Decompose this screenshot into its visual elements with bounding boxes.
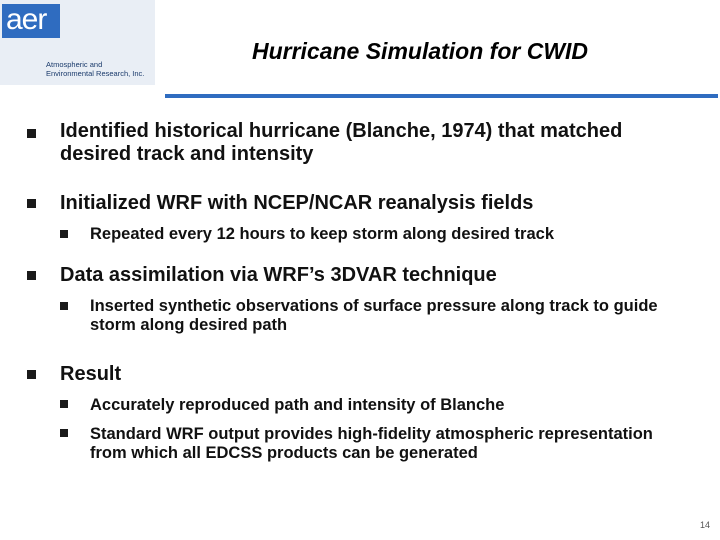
- sub-bullet-4-1: Accurately reproduced path and intensity of Blanche: [90, 396, 505, 414]
- title-divider: [165, 94, 718, 98]
- logo-tagline: [46, 60, 144, 78]
- company-logo: [0, 0, 155, 85]
- sub-bullet-icon: [60, 429, 68, 437]
- bullet-item-4: Result: [60, 363, 122, 385]
- bullet-icon: [27, 129, 36, 138]
- bullet-icon: [27, 199, 36, 208]
- logo-line-2: Environmental Research, Inc.: [46, 69, 145, 78]
- slide-title: Hurricane Simulation for CWID: [251, 38, 589, 64]
- bullet-item-3: Data assimilation via WRF’s 3DVAR technique: [60, 264, 497, 286]
- bullet-item-1: Identified historical hurricane (Blanche, 1974) that matched desired track and intensity: [60, 120, 623, 165]
- sub-bullet-icon: [60, 302, 68, 310]
- sub-bullet-2-1: Repeated every 12 hours to keep storm along desired track: [90, 225, 555, 243]
- bullet-icon: [27, 370, 36, 379]
- sub-bullet-icon: [60, 400, 68, 408]
- sub-bullet-3-1: Inserted synthetic observations of surface pressure along track to guide storm along desired path: [90, 297, 658, 334]
- page-number: 14: [699, 520, 710, 530]
- bullet-icon: [27, 271, 36, 280]
- sub-bullet-icon: [60, 230, 68, 238]
- logo-line-1: Atmospheric and: [46, 60, 103, 69]
- bullet-item-2: Initialized WRF with NCEP/NCAR reanalysis fields: [60, 192, 534, 214]
- logo-mark: aer: [2, 4, 60, 38]
- sub-bullet-4-2: Standard WRF output provides high-fidelity atmospheric representation from which all EDCSS products can be generated: [90, 425, 653, 462]
